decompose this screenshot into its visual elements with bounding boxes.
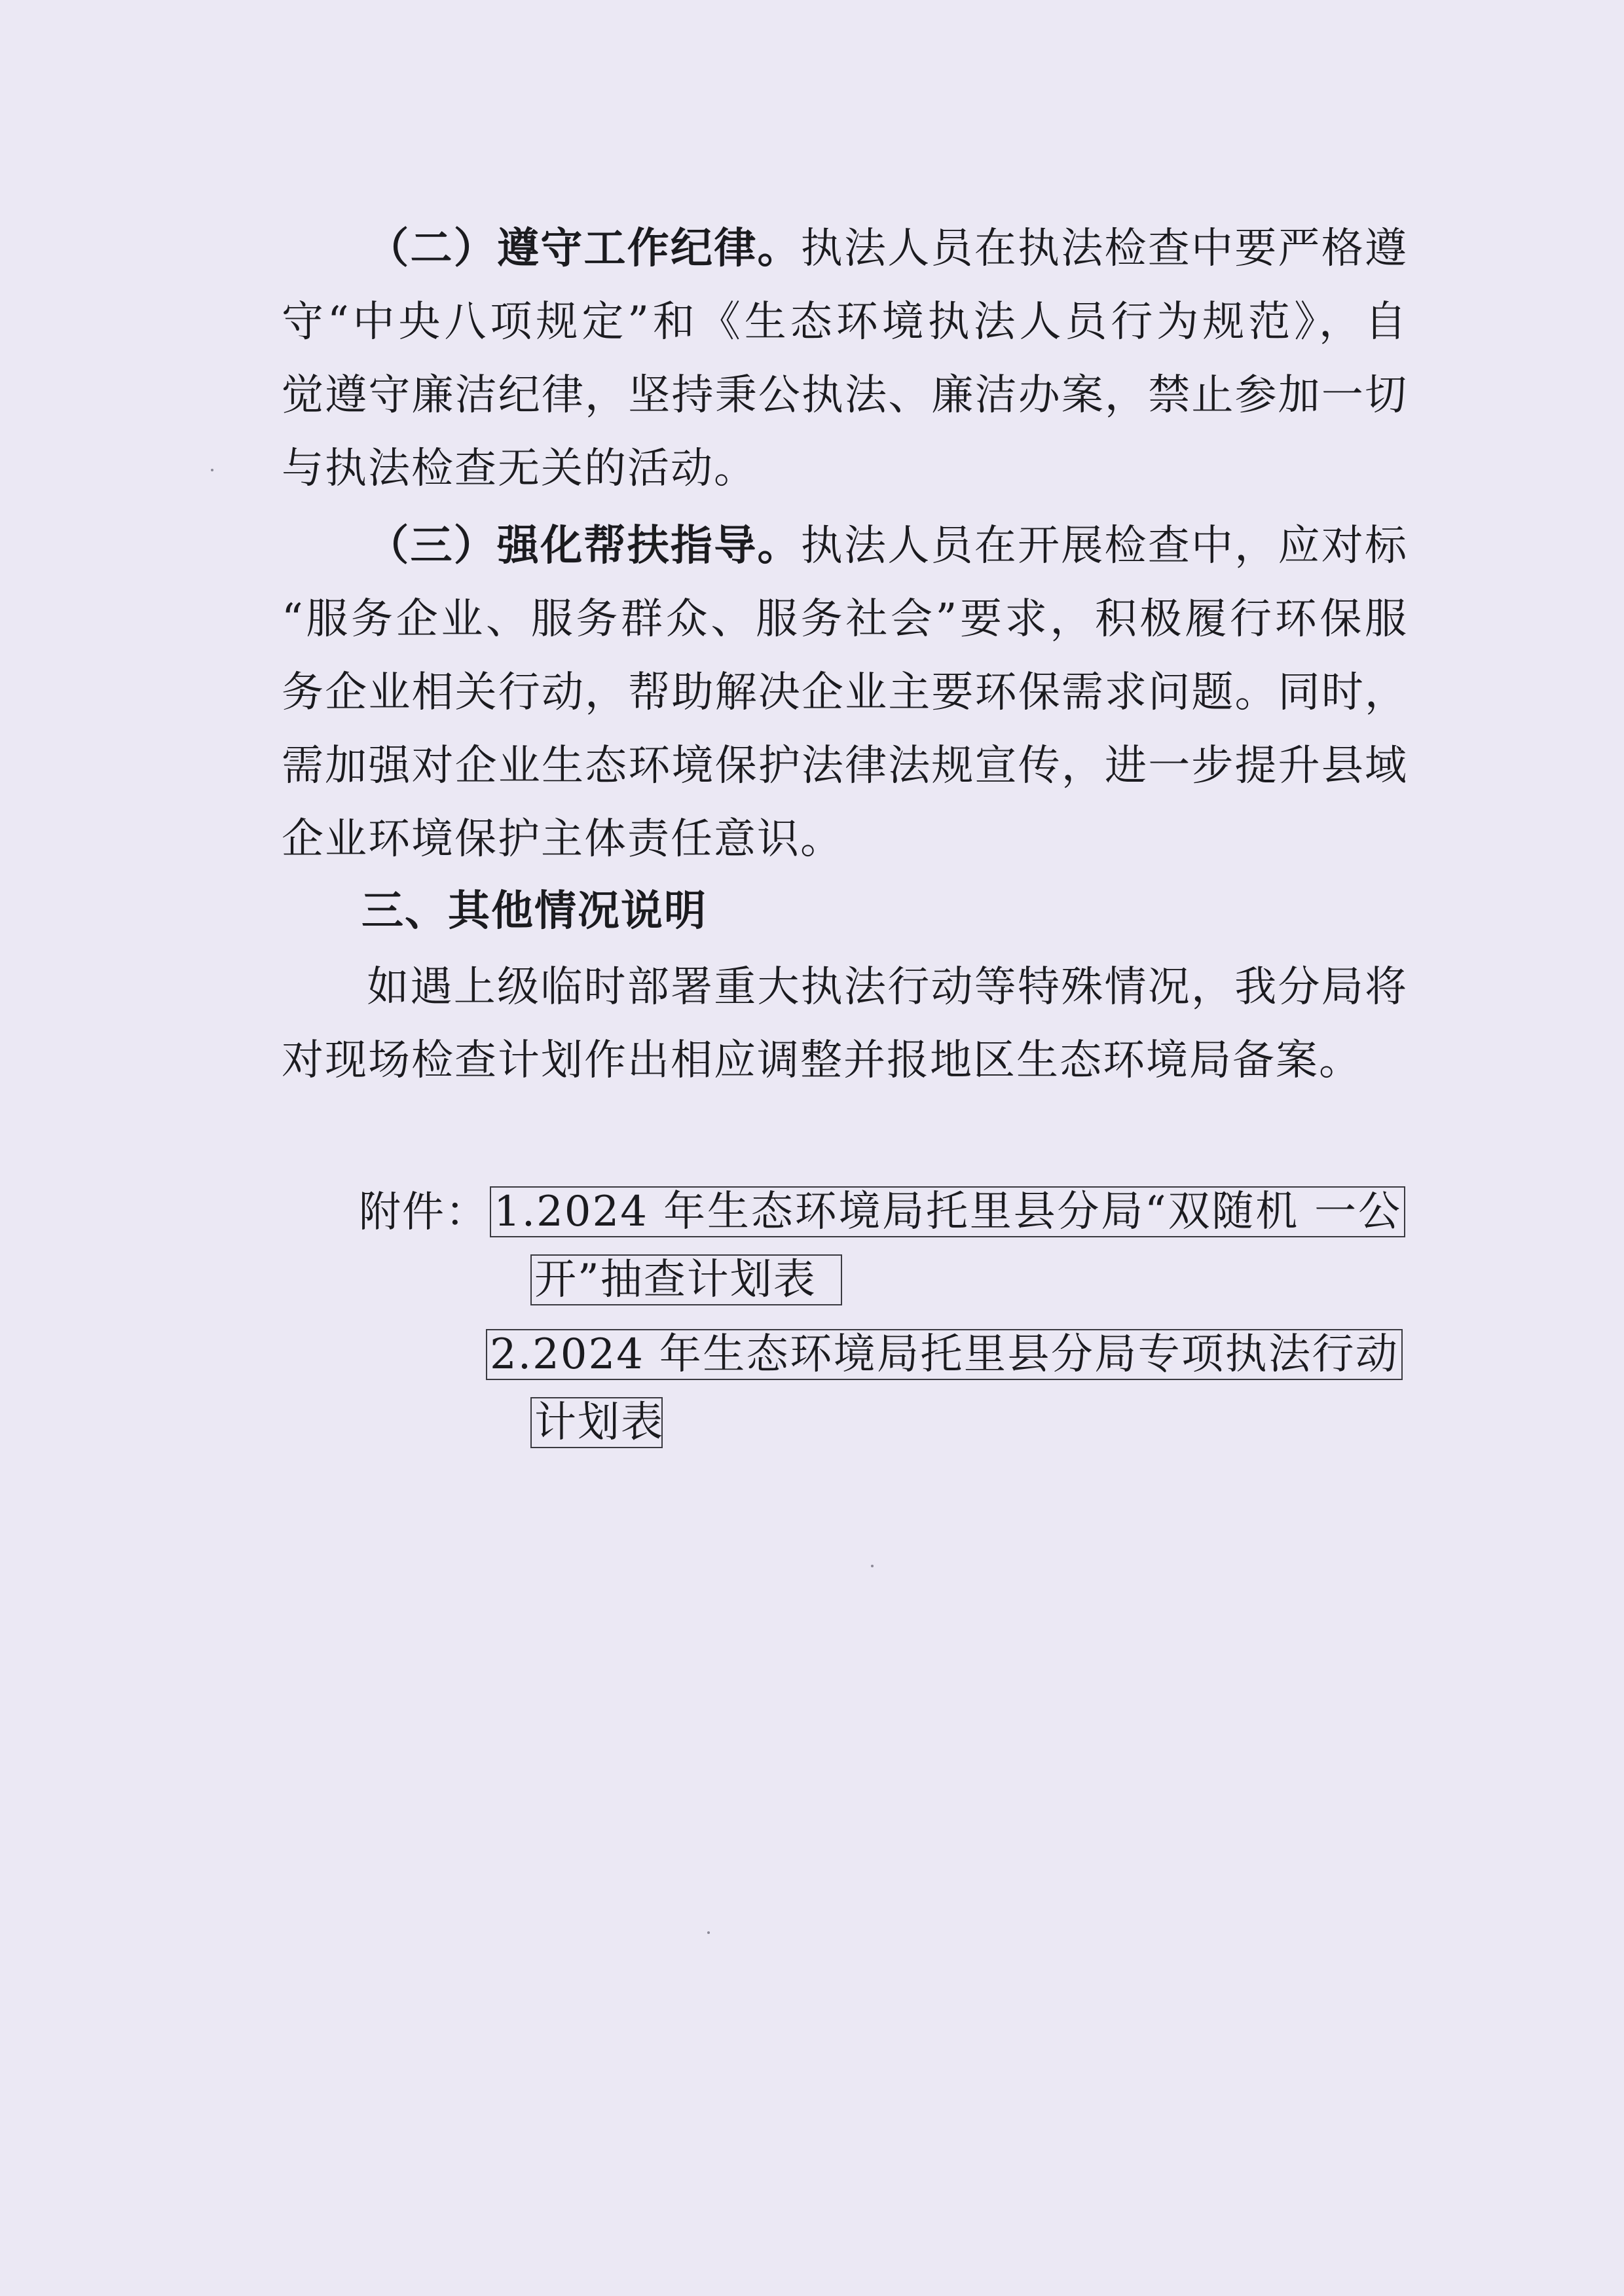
section2-line4: 与执法检查无关的活动。 xyxy=(282,445,757,493)
section2-line3: 觉遵守廉洁纪律，坚持秉公执法、廉洁办案，禁止参加一切 xyxy=(282,371,1408,420)
attachments-label: 附件： xyxy=(359,1188,489,1237)
scan-speck xyxy=(707,1931,710,1934)
section2-heading: （二）遵守工作纪律。 xyxy=(367,225,801,273)
attachment-link-1-line1[interactable]: 1.2024 年生态环境局托里县分局“双随机 一公 xyxy=(490,1186,1405,1237)
section3-line2: “服务企业、服务群众、服务社会”要求，积极履行环保服 xyxy=(282,595,1408,644)
part3-line1 xyxy=(282,961,1408,1013)
section3-line1-text: 执法人员在开展检查中，应对标 xyxy=(800,522,1408,570)
section3-heading: （三）强化帮扶指导。 xyxy=(367,522,801,570)
attachment-link-1-line2[interactable]: 开”抽查计划表 xyxy=(530,1254,842,1305)
scan-speck xyxy=(871,1565,874,1567)
section2-line1-text: 执法人员在执法检查中要严格遵 xyxy=(800,225,1408,273)
section3-line3: 务企业相关行动，帮助解决企业主要环保需求问题。同时， xyxy=(282,668,1408,717)
part3-line1-text: 如遇上级临时部署重大执法行动等特殊情况，我分局将 xyxy=(367,963,1408,1011)
section2-line2: 守“中央八项规定”和《生态环境执法人员行为规范》，自 xyxy=(282,298,1408,346)
section3-line4: 需加强对企业生态环境保护法律法规宣传，进一步提升县域 xyxy=(282,742,1408,790)
section3-line5: 企业环境保护主体责任意识。 xyxy=(282,815,843,864)
part3-line2: 对现场检查计划作出相应调整并报地区生态环境局备案。 xyxy=(282,1036,1362,1085)
scan-speck xyxy=(211,469,213,471)
attachment-link-2-line2[interactable]: 计划表 xyxy=(530,1397,663,1448)
section3-line1 xyxy=(282,520,1408,572)
part3-title: 三、其他情况说明 xyxy=(361,887,707,936)
section2-line1 xyxy=(282,223,1408,275)
attachment-link-2-line1[interactable]: 2.2024 年生态环境局托里县分局专项执法行动 xyxy=(486,1329,1403,1380)
